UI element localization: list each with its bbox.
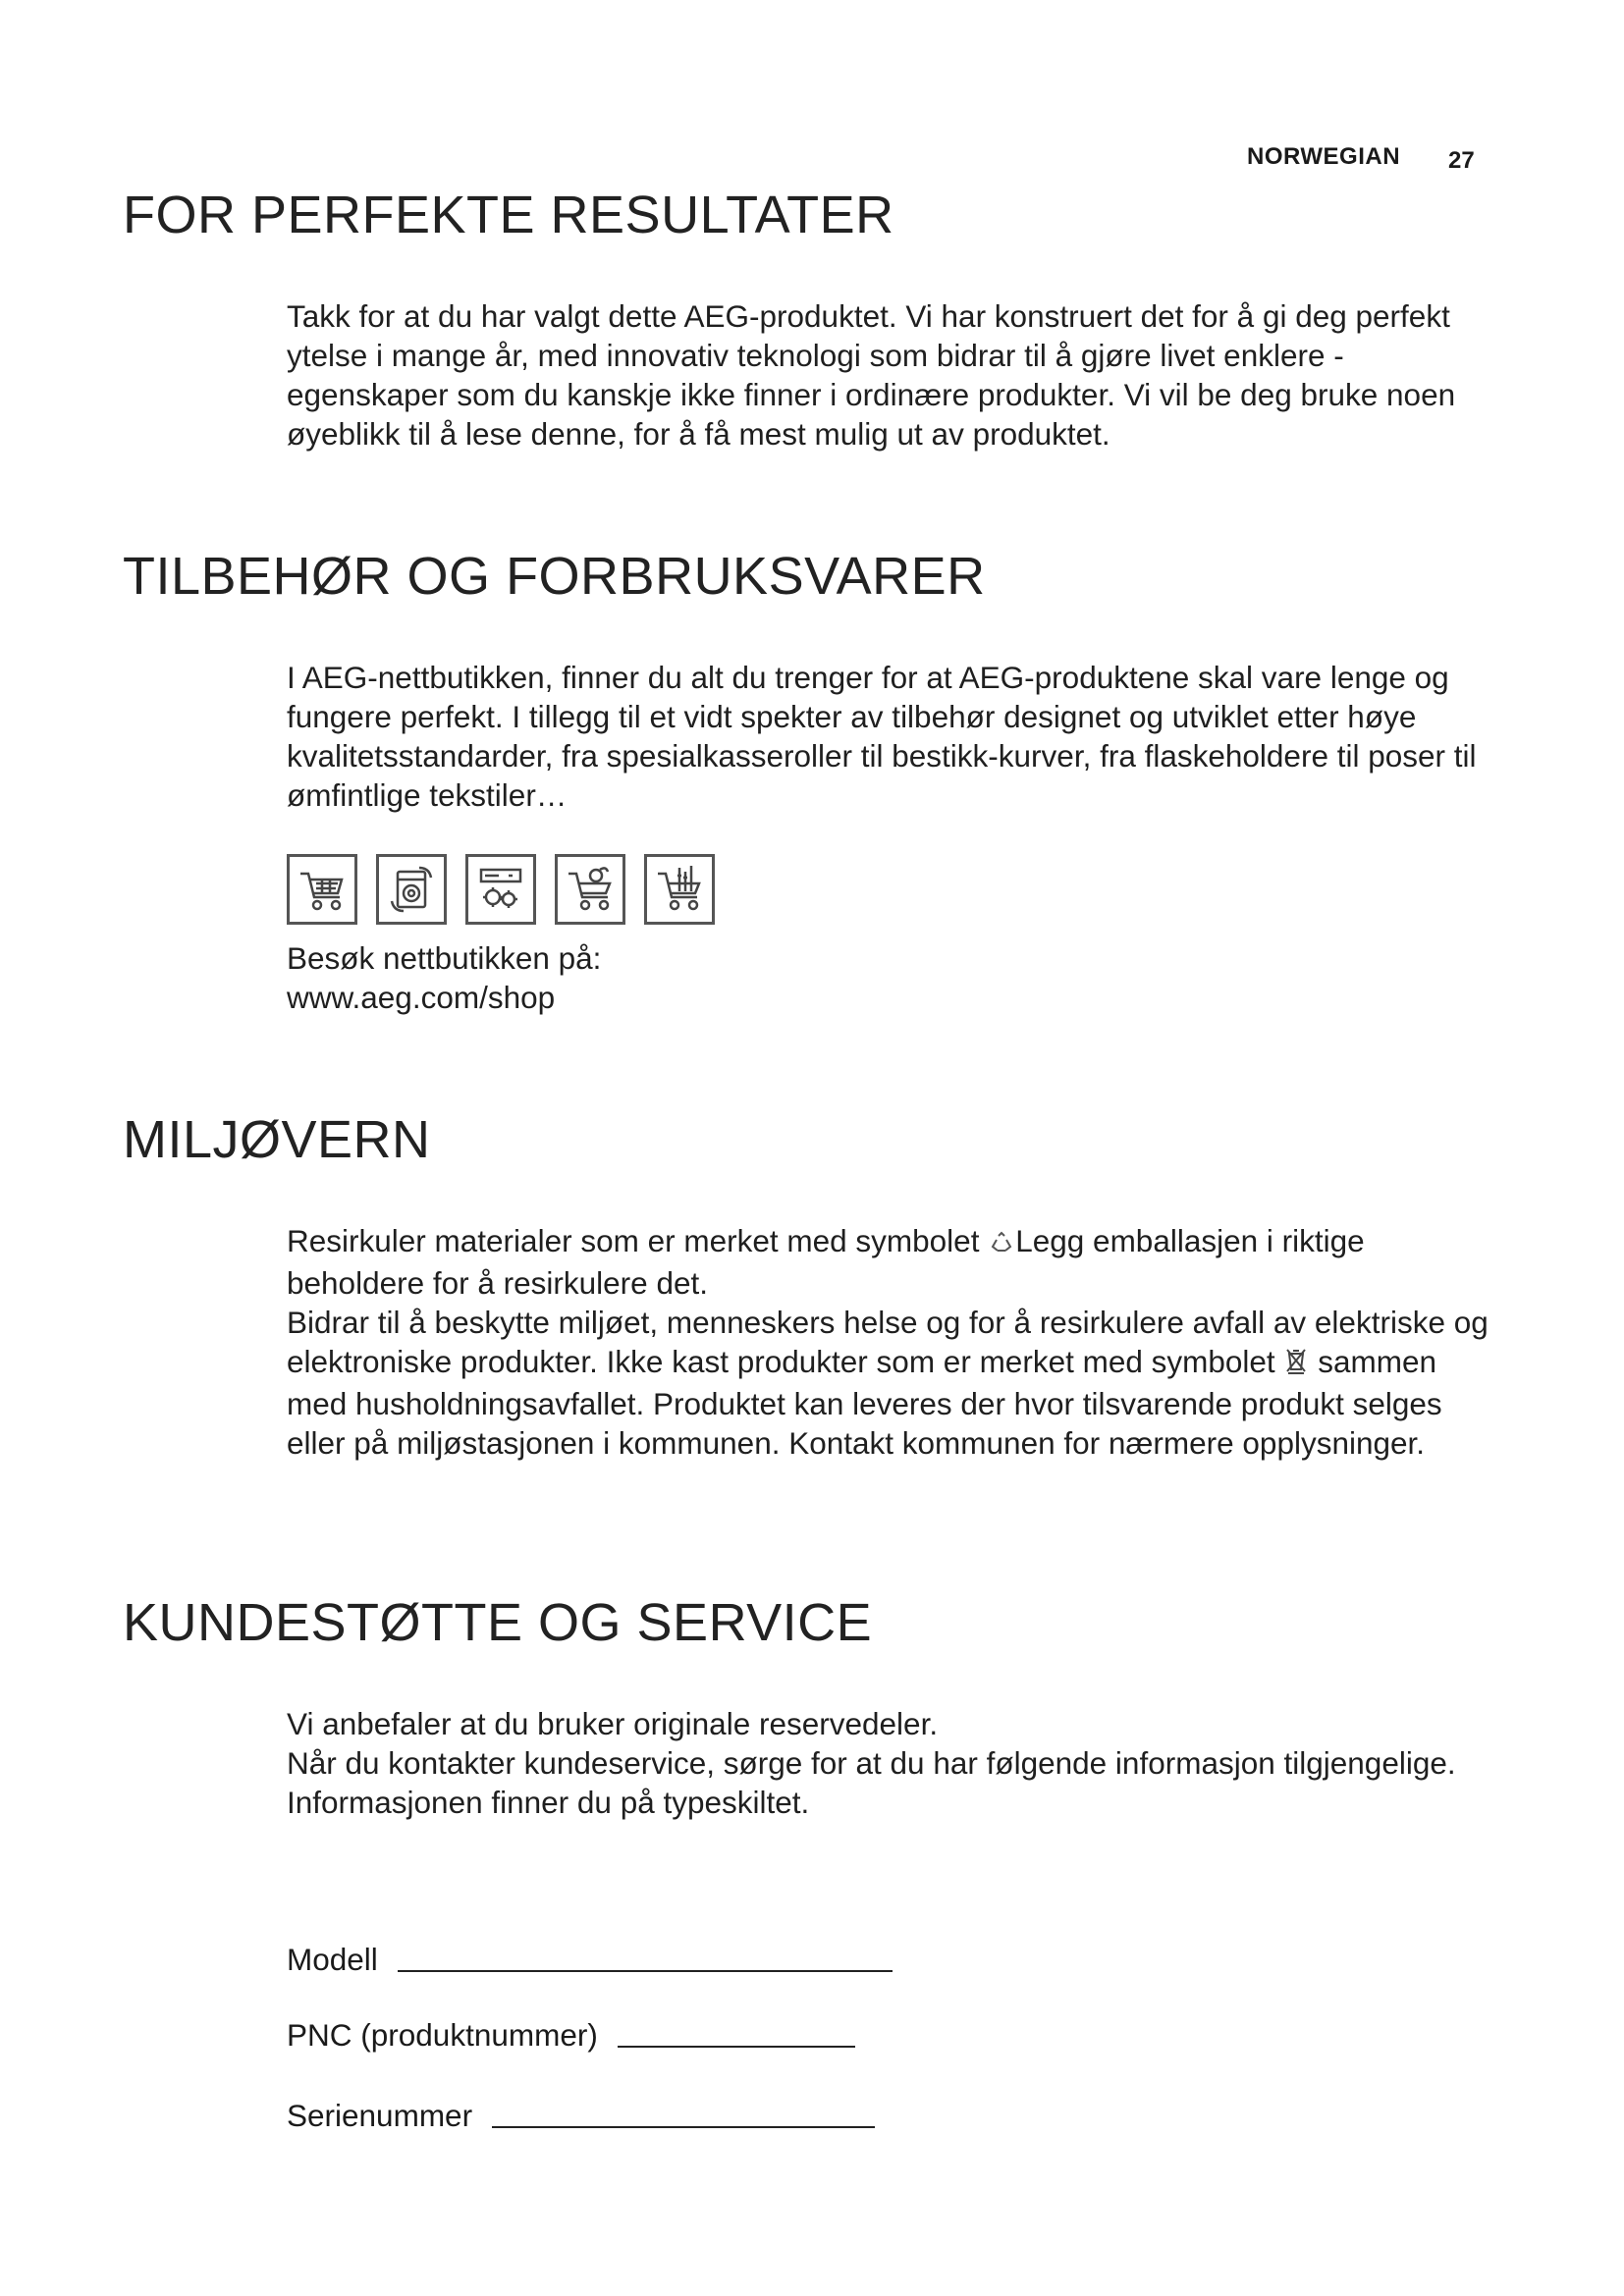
shop-url[interactable]: www.aeg.com/shop — [287, 980, 556, 1015]
recycle-paragraph — [287, 1221, 1499, 1303]
model-row — [287, 1942, 893, 1978]
accessory-icons — [287, 854, 715, 925]
serial-field[interactable] — [492, 2126, 875, 2128]
pnc-field[interactable] — [618, 2046, 855, 2048]
results-paragraph: Takk for at du har valgt dette AEG-produktet. Vi har konstruert det for å gi deg perfekt ytelse i mange år, med innovativ teknologi som bidrar til å gjøre livet enklere - egenskaper som du kanskje ikke finner i ordinære produkter. Vi vil be deg bruke noen øyeblikk til å lese denne, for å få mest mulig ut av produktet. — [287, 298, 1456, 452]
section-title-results: FOR PERFEKTE RESULTATER — [123, 186, 894, 244]
service-line-3: Informasjonen finner du på typeskiltet. — [287, 1785, 810, 1820]
section-title-accessories: TILBEHØR OG FORBRUKSVARER — [123, 547, 986, 606]
service-line-1: Vi anbefaler at du bruker originale reservedeler. — [287, 1706, 939, 1741]
pnc-row — [287, 2017, 855, 2054]
appliance-gear-icon — [465, 854, 536, 925]
visit-label: Besøk nettbutikken på: — [287, 940, 602, 976]
page-number: 27 — [1448, 147, 1475, 174]
section-body-results — [287, 296, 1499, 454]
washing-machine-icon — [376, 854, 447, 925]
recycle-text-after: Legg emballasjen i riktige beholdere for å resirkulere det. — [287, 1223, 1365, 1301]
recycle-icon — [990, 1224, 1013, 1263]
weee-paragraph — [287, 1303, 1499, 1463]
crossed-bin-icon — [1285, 1345, 1307, 1384]
recycle-text-before: Resirkuler materialer som er merket med symbolet — [287, 1223, 980, 1258]
service-line-2: Når du kontakter kundeservice, sørge for at du har følgende informasjon tilgjengelige. — [287, 1745, 1456, 1781]
section-body-accessories — [287, 658, 1499, 815]
shopping-cart-icon — [287, 854, 357, 925]
accessories-paragraph: I AEG-nettbutikken, finner du alt du trenger for at AEG-produktene skal vare lenge og fungere perfekt. I tillegg til et vidt spekter av tilbehør designet og utviklet etter høye kvalitetsstandarder, fra spesialkasseroller til bestikk-kurver, fra flaskeholdere til poser til ømfintlige tekstiler… — [287, 660, 1477, 813]
section-title-service: KUNDESTØTTE OG SERVICE — [123, 1593, 873, 1652]
language-label: NORWEGIAN — [1247, 143, 1401, 170]
weee-text-before: Bidrar til å beskytte miljøet, menneskers helse og for å resirkulere avfall av elektriske og elektroniske produkter. Ikke kast produkter som er merket med symbolet — [287, 1305, 1489, 1379]
cart-bottles-icon — [644, 854, 715, 925]
pnc-label: PNC (produktnummer) — [287, 2017, 598, 2053]
weee-text-after: sammen med husholdningsavfallet. Produktet kan leveres der hvor tilsvarende produkt selges eller på miljøstasjonen i kommunen. Kontakt kommunen for nærmere opplysninger. — [287, 1344, 1442, 1461]
model-field[interactable] — [398, 1970, 893, 1972]
cart-fruit-icon — [555, 854, 625, 925]
serial-label: Serienummer — [287, 2098, 473, 2133]
section-body-service — [287, 1704, 1499, 1822]
section-title-environment: MILJØVERN — [123, 1110, 431, 1169]
serial-row — [287, 2098, 875, 2134]
section-body-environment — [287, 1221, 1499, 1463]
model-label: Modell — [287, 1942, 378, 1977]
shop-visit — [287, 938, 1499, 1017]
